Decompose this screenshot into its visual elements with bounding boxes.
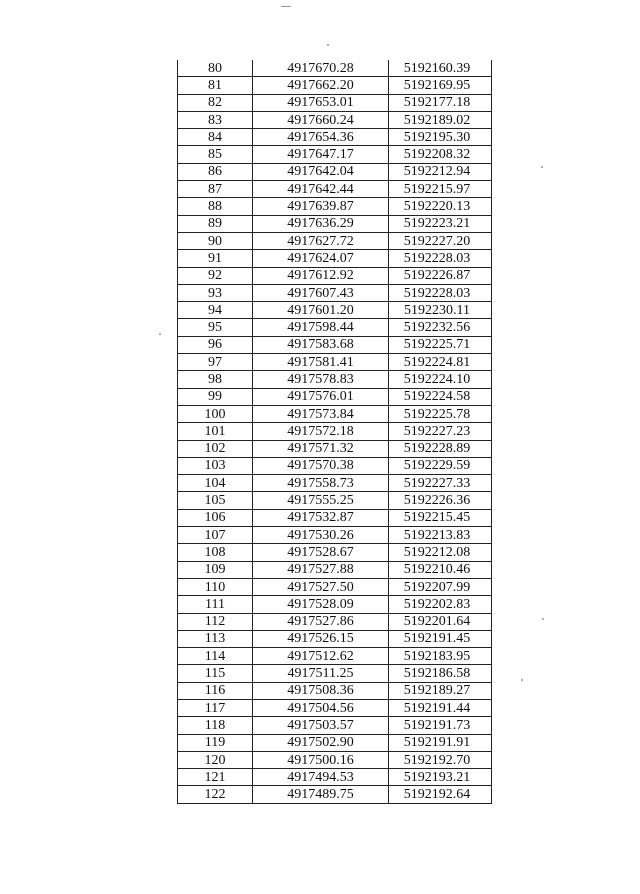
table-row: [178, 181, 492, 198]
point-number-cell: 89: [178, 215, 253, 232]
x-coordinate-cell: 4917530.26: [253, 527, 389, 544]
y-coordinate-cell: 5192228.03: [389, 250, 492, 267]
point-number-cell: 113: [178, 630, 253, 647]
table-row: [178, 734, 492, 751]
point-number-cell: 107: [178, 527, 253, 544]
point-number-cell: 96: [178, 336, 253, 353]
table-row: [178, 198, 492, 215]
y-coordinate-cell: 5192224.81: [389, 354, 492, 371]
point-number-cell: 80: [178, 60, 253, 77]
x-coordinate-cell: 4917502.90: [253, 734, 389, 751]
table-row: [178, 630, 492, 647]
table-row: [178, 215, 492, 232]
y-coordinate-cell: 5192229.59: [389, 457, 492, 474]
y-coordinate-cell: 5192226.87: [389, 267, 492, 284]
x-coordinate-cell: 4917670.28: [253, 60, 389, 77]
point-number-cell: 102: [178, 440, 253, 457]
y-coordinate-cell: 5192195.30: [389, 129, 492, 146]
point-number-cell: 81: [178, 77, 253, 94]
table-row: [178, 284, 492, 301]
table-row: [178, 596, 492, 613]
x-coordinate-cell: 4917627.72: [253, 232, 389, 249]
x-coordinate-cell: 4917607.43: [253, 284, 389, 301]
point-number-cell: 115: [178, 665, 253, 682]
point-number-cell: 101: [178, 423, 253, 440]
table-row: [178, 717, 492, 734]
x-coordinate-cell: 4917570.38: [253, 457, 389, 474]
x-coordinate-cell: 4917624.07: [253, 250, 389, 267]
x-coordinate-cell: 4917583.68: [253, 336, 389, 353]
table-row: [178, 457, 492, 474]
y-coordinate-cell: 5192220.13: [389, 198, 492, 215]
scan-speck: [327, 44, 329, 46]
x-coordinate-cell: 4917636.29: [253, 215, 389, 232]
x-coordinate-cell: 4917647.17: [253, 146, 389, 163]
y-coordinate-cell: 5192202.83: [389, 596, 492, 613]
table-row: [178, 475, 492, 492]
x-coordinate-cell: 4917532.87: [253, 509, 389, 526]
coordinates-table: [177, 60, 492, 804]
y-coordinate-cell: 5192226.36: [389, 492, 492, 509]
x-coordinate-cell: 4917528.67: [253, 544, 389, 561]
y-coordinate-cell: 5192223.21: [389, 215, 492, 232]
table-row: [178, 440, 492, 457]
table-row: [178, 769, 492, 786]
table-row: [178, 111, 492, 128]
y-coordinate-cell: 5192225.78: [389, 405, 492, 422]
table-row: [178, 786, 492, 803]
coordinates-table-body: [178, 60, 492, 803]
point-number-cell: 122: [178, 786, 253, 803]
y-coordinate-cell: 5192215.97: [389, 181, 492, 198]
y-coordinate-cell: 5192213.83: [389, 527, 492, 544]
point-number-cell: 86: [178, 163, 253, 180]
y-coordinate-cell: 5192224.10: [389, 371, 492, 388]
table-row: [178, 336, 492, 353]
y-coordinate-cell: 5192191.73: [389, 717, 492, 734]
point-number-cell: 90: [178, 232, 253, 249]
x-coordinate-cell: 4917573.84: [253, 405, 389, 422]
y-coordinate-cell: 5192183.95: [389, 648, 492, 665]
y-coordinate-cell: 5192228.89: [389, 440, 492, 457]
table-row: [178, 492, 492, 509]
y-coordinate-cell: 5192225.71: [389, 336, 492, 353]
table-row: [178, 527, 492, 544]
table-row: [178, 146, 492, 163]
x-coordinate-cell: 4917504.56: [253, 699, 389, 716]
y-coordinate-cell: 5192191.91: [389, 734, 492, 751]
x-coordinate-cell: 4917660.24: [253, 111, 389, 128]
x-coordinate-cell: 4917653.01: [253, 94, 389, 111]
x-coordinate-cell: 4917662.20: [253, 77, 389, 94]
point-number-cell: 110: [178, 578, 253, 595]
y-coordinate-cell: 5192177.18: [389, 94, 492, 111]
table-row: [178, 544, 492, 561]
x-coordinate-cell: 4917555.25: [253, 492, 389, 509]
table-row: [178, 60, 492, 77]
y-coordinate-cell: 5192227.20: [389, 232, 492, 249]
table-row: [178, 371, 492, 388]
x-coordinate-cell: 4917578.83: [253, 371, 389, 388]
table-row: [178, 509, 492, 526]
x-coordinate-cell: 4917601.20: [253, 302, 389, 319]
scan-speck: [159, 333, 161, 335]
x-coordinate-cell: 4917558.73: [253, 475, 389, 492]
point-number-cell: 100: [178, 405, 253, 422]
point-number-cell: 118: [178, 717, 253, 734]
x-coordinate-cell: 4917494.53: [253, 769, 389, 786]
y-coordinate-cell: 5192224.58: [389, 388, 492, 405]
table-row: [178, 232, 492, 249]
point-number-cell: 98: [178, 371, 253, 388]
point-number-cell: 82: [178, 94, 253, 111]
x-coordinate-cell: 4917526.15: [253, 630, 389, 647]
point-number-cell: 85: [178, 146, 253, 163]
table-row: [178, 319, 492, 336]
y-coordinate-cell: 5192201.64: [389, 613, 492, 630]
table-row: [178, 423, 492, 440]
y-coordinate-cell: 5192192.64: [389, 786, 492, 803]
table-row: [178, 163, 492, 180]
table-row: [178, 699, 492, 716]
scan-speck: [541, 166, 543, 168]
point-number-cell: 97: [178, 354, 253, 371]
x-coordinate-cell: 4917581.41: [253, 354, 389, 371]
point-number-cell: 99: [178, 388, 253, 405]
table-row: [178, 578, 492, 595]
x-coordinate-cell: 4917527.88: [253, 561, 389, 578]
point-number-cell: 112: [178, 613, 253, 630]
x-coordinate-cell: 4917654.36: [253, 129, 389, 146]
scan-speck: [281, 6, 291, 7]
x-coordinate-cell: 4917576.01: [253, 388, 389, 405]
point-number-cell: 91: [178, 250, 253, 267]
point-number-cell: 106: [178, 509, 253, 526]
point-number-cell: 103: [178, 457, 253, 474]
x-coordinate-cell: 4917642.04: [253, 163, 389, 180]
table-row: [178, 682, 492, 699]
y-coordinate-cell: 5192227.23: [389, 423, 492, 440]
table-row: [178, 354, 492, 371]
table-row: [178, 129, 492, 146]
y-coordinate-cell: 5192208.32: [389, 146, 492, 163]
y-coordinate-cell: 5192228.03: [389, 284, 492, 301]
point-number-cell: 87: [178, 181, 253, 198]
table-row: [178, 561, 492, 578]
scan-speck: [542, 618, 544, 620]
point-number-cell: 121: [178, 769, 253, 786]
x-coordinate-cell: 4917642.44: [253, 181, 389, 198]
x-coordinate-cell: 4917528.09: [253, 596, 389, 613]
x-coordinate-cell: 4917500.16: [253, 751, 389, 768]
table-row: [178, 94, 492, 111]
y-coordinate-cell: 5192212.08: [389, 544, 492, 561]
x-coordinate-cell: 4917598.44: [253, 319, 389, 336]
x-coordinate-cell: 4917527.86: [253, 613, 389, 630]
point-number-cell: 92: [178, 267, 253, 284]
y-coordinate-cell: 5192192.70: [389, 751, 492, 768]
x-coordinate-cell: 4917639.87: [253, 198, 389, 215]
point-number-cell: 117: [178, 699, 253, 716]
point-number-cell: 93: [178, 284, 253, 301]
table-row: [178, 77, 492, 94]
point-number-cell: 120: [178, 751, 253, 768]
x-coordinate-cell: 4917508.36: [253, 682, 389, 699]
x-coordinate-cell: 4917503.57: [253, 717, 389, 734]
y-coordinate-cell: 5192212.94: [389, 163, 492, 180]
x-coordinate-cell: 4917572.18: [253, 423, 389, 440]
point-number-cell: 84: [178, 129, 253, 146]
y-coordinate-cell: 5192186.58: [389, 665, 492, 682]
y-coordinate-cell: 5192207.99: [389, 578, 492, 595]
y-coordinate-cell: 5192210.46: [389, 561, 492, 578]
x-coordinate-cell: 4917489.75: [253, 786, 389, 803]
y-coordinate-cell: 5192193.21: [389, 769, 492, 786]
x-coordinate-cell: 4917512.62: [253, 648, 389, 665]
table-row: [178, 250, 492, 267]
y-coordinate-cell: 5192227.33: [389, 475, 492, 492]
table-row: [178, 405, 492, 422]
table-row: [178, 267, 492, 284]
point-number-cell: 108: [178, 544, 253, 561]
point-number-cell: 114: [178, 648, 253, 665]
y-coordinate-cell: 5192189.02: [389, 111, 492, 128]
y-coordinate-cell: 5192191.44: [389, 699, 492, 716]
table-row: [178, 613, 492, 630]
point-number-cell: 119: [178, 734, 253, 751]
y-coordinate-cell: 5192215.45: [389, 509, 492, 526]
point-number-cell: 105: [178, 492, 253, 509]
x-coordinate-cell: 4917527.50: [253, 578, 389, 595]
y-coordinate-cell: 5192232.56: [389, 319, 492, 336]
point-number-cell: 94: [178, 302, 253, 319]
y-coordinate-cell: 5192191.45: [389, 630, 492, 647]
point-number-cell: 83: [178, 111, 253, 128]
x-coordinate-cell: 4917511.25: [253, 665, 389, 682]
y-coordinate-cell: 5192169.95: [389, 77, 492, 94]
table-row: [178, 665, 492, 682]
table-row: [178, 751, 492, 768]
point-number-cell: 104: [178, 475, 253, 492]
point-number-cell: 116: [178, 682, 253, 699]
point-number-cell: 95: [178, 319, 253, 336]
point-number-cell: 111: [178, 596, 253, 613]
point-number-cell: 88: [178, 198, 253, 215]
y-coordinate-cell: 5192189.27: [389, 682, 492, 699]
point-number-cell: 109: [178, 561, 253, 578]
y-coordinate-cell: 5192230.11: [389, 302, 492, 319]
x-coordinate-cell: 4917571.32: [253, 440, 389, 457]
table-row: [178, 302, 492, 319]
table-row: [178, 388, 492, 405]
table-row: [178, 648, 492, 665]
x-coordinate-cell: 4917612.92: [253, 267, 389, 284]
scan-speck: [521, 679, 523, 681]
y-coordinate-cell: 5192160.39: [389, 60, 492, 77]
